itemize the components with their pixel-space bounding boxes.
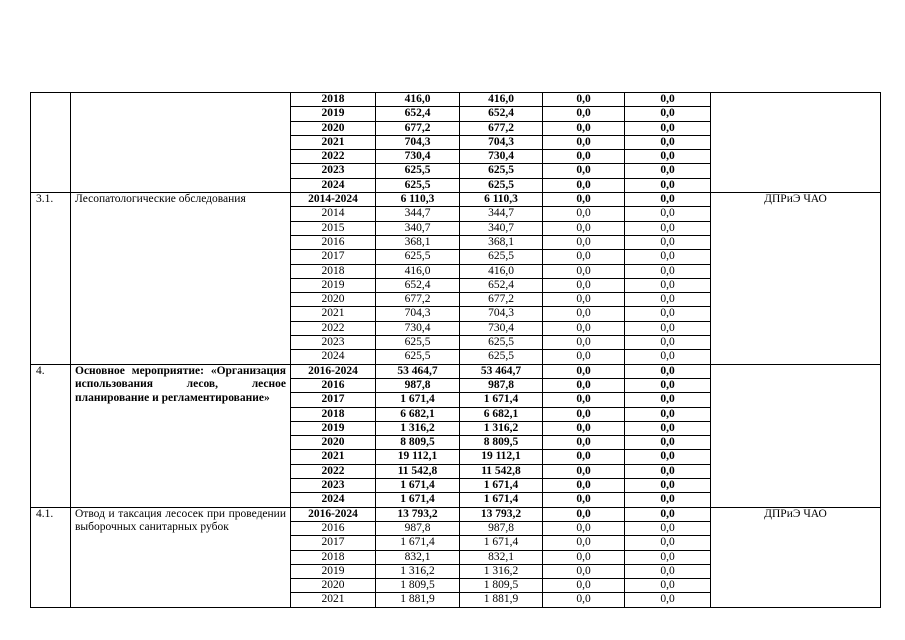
cell-other-sources-amount: 0,0 [625, 307, 711, 321]
cell-federal-budget-amount: 0,0 [543, 436, 625, 450]
cell-other-sources-amount: 0,0 [625, 507, 711, 521]
cell-total-amount: 6 682,1 [376, 407, 460, 421]
cell-year: 2021 [291, 135, 376, 149]
cell-other-sources-amount: 0,0 [625, 350, 711, 364]
cell-regional-budget-amount: 13 793,2 [460, 507, 543, 521]
cell-regional-budget-amount: 53 464,7 [460, 364, 543, 378]
cell-year: 2017 [291, 393, 376, 407]
cell-federal-budget-amount: 0,0 [543, 464, 625, 478]
cell-regional-budget-amount: 344,7 [460, 207, 543, 221]
cell-federal-budget-amount: 0,0 [543, 178, 625, 192]
cell-regional-budget-amount: 19 112,1 [460, 450, 543, 464]
cell-regional-budget-amount: 704,3 [460, 135, 543, 149]
cell-total-amount: 730,4 [376, 150, 460, 164]
cell-total-amount: 730,4 [376, 321, 460, 335]
cell-total-amount: 1 316,2 [376, 564, 460, 578]
cell-total-amount: 340,7 [376, 221, 460, 235]
cell-total-amount: 1 671,4 [376, 493, 460, 507]
cell-other-sources-amount: 0,0 [625, 235, 711, 249]
cell-regional-budget-amount: 1 671,4 [460, 479, 543, 493]
cell-year: 2020 [291, 293, 376, 307]
cell-other-sources-amount: 0,0 [625, 521, 711, 535]
cell-regional-budget-amount: 1 881,9 [460, 593, 543, 607]
cell-total-amount: 1 671,4 [376, 536, 460, 550]
cell-responsible-executor [711, 93, 881, 193]
cell-activity-name: Лесопатологические обследования [71, 193, 291, 365]
cell-year: 2023 [291, 164, 376, 178]
cell-total-amount: 652,4 [376, 107, 460, 121]
cell-other-sources-amount: 0,0 [625, 193, 711, 207]
cell-year: 2020 [291, 579, 376, 593]
cell-other-sources-amount: 0,0 [625, 378, 711, 392]
cell-regional-budget-amount: 11 542,8 [460, 464, 543, 478]
cell-total-amount: 53 464,7 [376, 364, 460, 378]
table-row [31, 364, 881, 378]
cell-responsible-executor: ДПРиЭ ЧАО [711, 193, 881, 365]
cell-regional-budget-amount: 1 316,2 [460, 564, 543, 578]
cell-year: 2016-2024 [291, 507, 376, 521]
cell-item-number [31, 93, 71, 193]
cell-regional-budget-amount: 625,5 [460, 250, 543, 264]
cell-year: 2024 [291, 178, 376, 192]
cell-year: 2014-2024 [291, 193, 376, 207]
cell-federal-budget-amount: 0,0 [543, 450, 625, 464]
cell-other-sources-amount: 0,0 [625, 579, 711, 593]
cell-regional-budget-amount: 730,4 [460, 150, 543, 164]
cell-total-amount: 987,8 [376, 378, 460, 392]
cell-year: 2017 [291, 250, 376, 264]
cell-other-sources-amount: 0,0 [625, 135, 711, 149]
cell-year: 2024 [291, 350, 376, 364]
cell-other-sources-amount: 0,0 [625, 221, 711, 235]
cell-year: 2024 [291, 493, 376, 507]
cell-other-sources-amount: 0,0 [625, 264, 711, 278]
cell-regional-budget-amount: 1 809,5 [460, 579, 543, 593]
cell-year: 2022 [291, 150, 376, 164]
cell-regional-budget-amount: 832,1 [460, 550, 543, 564]
cell-year: 2018 [291, 264, 376, 278]
cell-total-amount: 13 793,2 [376, 507, 460, 521]
cell-responsible-executor [711, 364, 881, 507]
cell-year: 2018 [291, 550, 376, 564]
cell-regional-budget-amount: 416,0 [460, 93, 543, 107]
cell-regional-budget-amount: 6 682,1 [460, 407, 543, 421]
cell-federal-budget-amount: 0,0 [543, 193, 625, 207]
cell-year: 2016 [291, 521, 376, 535]
cell-other-sources-amount: 0,0 [625, 207, 711, 221]
cell-other-sources-amount: 0,0 [625, 336, 711, 350]
cell-regional-budget-amount: 677,2 [460, 121, 543, 135]
table-body [31, 93, 881, 608]
cell-total-amount: 704,3 [376, 307, 460, 321]
cell-regional-budget-amount: 625,5 [460, 336, 543, 350]
cell-federal-budget-amount: 0,0 [543, 407, 625, 421]
cell-other-sources-amount: 0,0 [625, 278, 711, 292]
cell-total-amount: 677,2 [376, 293, 460, 307]
cell-regional-budget-amount: 625,5 [460, 178, 543, 192]
cell-total-amount: 704,3 [376, 135, 460, 149]
cell-year: 2017 [291, 536, 376, 550]
cell-federal-budget-amount: 0,0 [543, 550, 625, 564]
cell-year: 2022 [291, 464, 376, 478]
cell-year: 2021 [291, 450, 376, 464]
cell-year: 2016 [291, 235, 376, 249]
cell-other-sources-amount: 0,0 [625, 407, 711, 421]
cell-regional-budget-amount: 730,4 [460, 321, 543, 335]
cell-federal-budget-amount: 0,0 [543, 421, 625, 435]
cell-other-sources-amount: 0,0 [625, 436, 711, 450]
cell-year: 2016 [291, 378, 376, 392]
cell-other-sources-amount: 0,0 [625, 593, 711, 607]
cell-regional-budget-amount: 704,3 [460, 307, 543, 321]
cell-federal-budget-amount: 0,0 [543, 278, 625, 292]
cell-total-amount: 625,5 [376, 164, 460, 178]
cell-responsible-executor: ДПРиЭ ЧАО [711, 507, 881, 607]
cell-regional-budget-amount: 677,2 [460, 293, 543, 307]
cell-total-amount: 677,2 [376, 121, 460, 135]
cell-regional-budget-amount: 416,0 [460, 264, 543, 278]
cell-year: 2020 [291, 121, 376, 135]
cell-total-amount: 1 671,4 [376, 393, 460, 407]
cell-other-sources-amount: 0,0 [625, 107, 711, 121]
cell-year: 2021 [291, 307, 376, 321]
cell-federal-budget-amount: 0,0 [543, 579, 625, 593]
cell-other-sources-amount: 0,0 [625, 164, 711, 178]
cell-federal-budget-amount: 0,0 [543, 507, 625, 521]
cell-regional-budget-amount: 368,1 [460, 235, 543, 249]
table-row [31, 507, 881, 521]
cell-total-amount: 652,4 [376, 278, 460, 292]
cell-regional-budget-amount: 1 671,4 [460, 536, 543, 550]
cell-federal-budget-amount: 0,0 [543, 321, 625, 335]
table-row [31, 193, 881, 207]
cell-federal-budget-amount: 0,0 [543, 564, 625, 578]
cell-total-amount: 1 671,4 [376, 479, 460, 493]
cell-year: 2020 [291, 436, 376, 450]
cell-regional-budget-amount: 625,5 [460, 164, 543, 178]
cell-other-sources-amount: 0,0 [625, 550, 711, 564]
cell-total-amount: 6 110,3 [376, 193, 460, 207]
cell-federal-budget-amount: 0,0 [543, 350, 625, 364]
cell-federal-budget-amount: 0,0 [543, 235, 625, 249]
cell-regional-budget-amount: 652,4 [460, 107, 543, 121]
cell-federal-budget-amount: 0,0 [543, 93, 625, 107]
cell-total-amount: 11 542,8 [376, 464, 460, 478]
cell-other-sources-amount: 0,0 [625, 493, 711, 507]
cell-regional-budget-amount: 6 110,3 [460, 193, 543, 207]
cell-year: 2016-2024 [291, 364, 376, 378]
cell-federal-budget-amount: 0,0 [543, 207, 625, 221]
cell-federal-budget-amount: 0,0 [543, 307, 625, 321]
cell-other-sources-amount: 0,0 [625, 150, 711, 164]
cell-activity-name: Основное мероприятие: «Организация использования лесов, лесное планирование и регламентирование» [71, 364, 291, 507]
cell-federal-budget-amount: 0,0 [543, 479, 625, 493]
cell-regional-budget-amount: 987,8 [460, 521, 543, 535]
cell-year: 2015 [291, 221, 376, 235]
cell-regional-budget-amount: 8 809,5 [460, 436, 543, 450]
cell-regional-budget-amount: 625,5 [460, 350, 543, 364]
cell-federal-budget-amount: 0,0 [543, 164, 625, 178]
cell-other-sources-amount: 0,0 [625, 121, 711, 135]
cell-year: 2019 [291, 564, 376, 578]
cell-other-sources-amount: 0,0 [625, 293, 711, 307]
cell-federal-budget-amount: 0,0 [543, 135, 625, 149]
cell-activity-name [71, 93, 291, 193]
cell-total-amount: 8 809,5 [376, 436, 460, 450]
cell-year: 2019 [291, 278, 376, 292]
cell-total-amount: 987,8 [376, 521, 460, 535]
cell-activity-name: Отвод и таксация лесосек при проведении выборочных санитарных рубок [71, 507, 291, 607]
cell-year: 2021 [291, 593, 376, 607]
cell-regional-budget-amount: 652,4 [460, 278, 543, 292]
cell-federal-budget-amount: 0,0 [543, 250, 625, 264]
cell-total-amount: 1 316,2 [376, 421, 460, 435]
cell-total-amount: 19 112,1 [376, 450, 460, 464]
cell-total-amount: 625,5 [376, 350, 460, 364]
cell-federal-budget-amount: 0,0 [543, 536, 625, 550]
cell-other-sources-amount: 0,0 [625, 564, 711, 578]
cell-other-sources-amount: 0,0 [625, 178, 711, 192]
cell-other-sources-amount: 0,0 [625, 250, 711, 264]
cell-federal-budget-amount: 0,0 [543, 293, 625, 307]
cell-item-number: 3.1. [31, 193, 71, 365]
cell-other-sources-amount: 0,0 [625, 479, 711, 493]
cell-regional-budget-amount: 1 671,4 [460, 493, 543, 507]
cell-total-amount: 368,1 [376, 235, 460, 249]
cell-federal-budget-amount: 0,0 [543, 521, 625, 535]
cell-item-number: 4.1. [31, 507, 71, 607]
cell-federal-budget-amount: 0,0 [543, 364, 625, 378]
cell-other-sources-amount: 0,0 [625, 450, 711, 464]
cell-year: 2023 [291, 479, 376, 493]
cell-other-sources-amount: 0,0 [625, 321, 711, 335]
cell-federal-budget-amount: 0,0 [543, 221, 625, 235]
cell-year: 2018 [291, 93, 376, 107]
cell-total-amount: 1 809,5 [376, 579, 460, 593]
cell-federal-budget-amount: 0,0 [543, 107, 625, 121]
cell-regional-budget-amount: 1 671,4 [460, 393, 543, 407]
cell-federal-budget-amount: 0,0 [543, 336, 625, 350]
cell-other-sources-amount: 0,0 [625, 364, 711, 378]
cell-total-amount: 625,5 [376, 336, 460, 350]
cell-year: 2022 [291, 321, 376, 335]
cell-total-amount: 625,5 [376, 178, 460, 192]
cell-item-number: 4. [31, 364, 71, 507]
cell-year: 2019 [291, 421, 376, 435]
cell-year: 2023 [291, 336, 376, 350]
cell-federal-budget-amount: 0,0 [543, 493, 625, 507]
cell-regional-budget-amount: 340,7 [460, 221, 543, 235]
cell-total-amount: 416,0 [376, 93, 460, 107]
cell-regional-budget-amount: 1 316,2 [460, 421, 543, 435]
cell-year: 2014 [291, 207, 376, 221]
cell-total-amount: 625,5 [376, 250, 460, 264]
cell-federal-budget-amount: 0,0 [543, 593, 625, 607]
cell-federal-budget-amount: 0,0 [543, 393, 625, 407]
cell-other-sources-amount: 0,0 [625, 421, 711, 435]
cell-total-amount: 344,7 [376, 207, 460, 221]
cell-other-sources-amount: 0,0 [625, 393, 711, 407]
table-row [31, 93, 881, 107]
program-financing-table [30, 92, 881, 608]
cell-other-sources-amount: 0,0 [625, 93, 711, 107]
cell-federal-budget-amount: 0,0 [543, 121, 625, 135]
cell-total-amount: 1 881,9 [376, 593, 460, 607]
cell-year: 2018 [291, 407, 376, 421]
cell-year: 2019 [291, 107, 376, 121]
cell-regional-budget-amount: 987,8 [460, 378, 543, 392]
cell-other-sources-amount: 0,0 [625, 464, 711, 478]
cell-total-amount: 832,1 [376, 550, 460, 564]
cell-federal-budget-amount: 0,0 [543, 378, 625, 392]
cell-total-amount: 416,0 [376, 264, 460, 278]
cell-federal-budget-amount: 0,0 [543, 264, 625, 278]
cell-other-sources-amount: 0,0 [625, 536, 711, 550]
cell-federal-budget-amount: 0,0 [543, 150, 625, 164]
